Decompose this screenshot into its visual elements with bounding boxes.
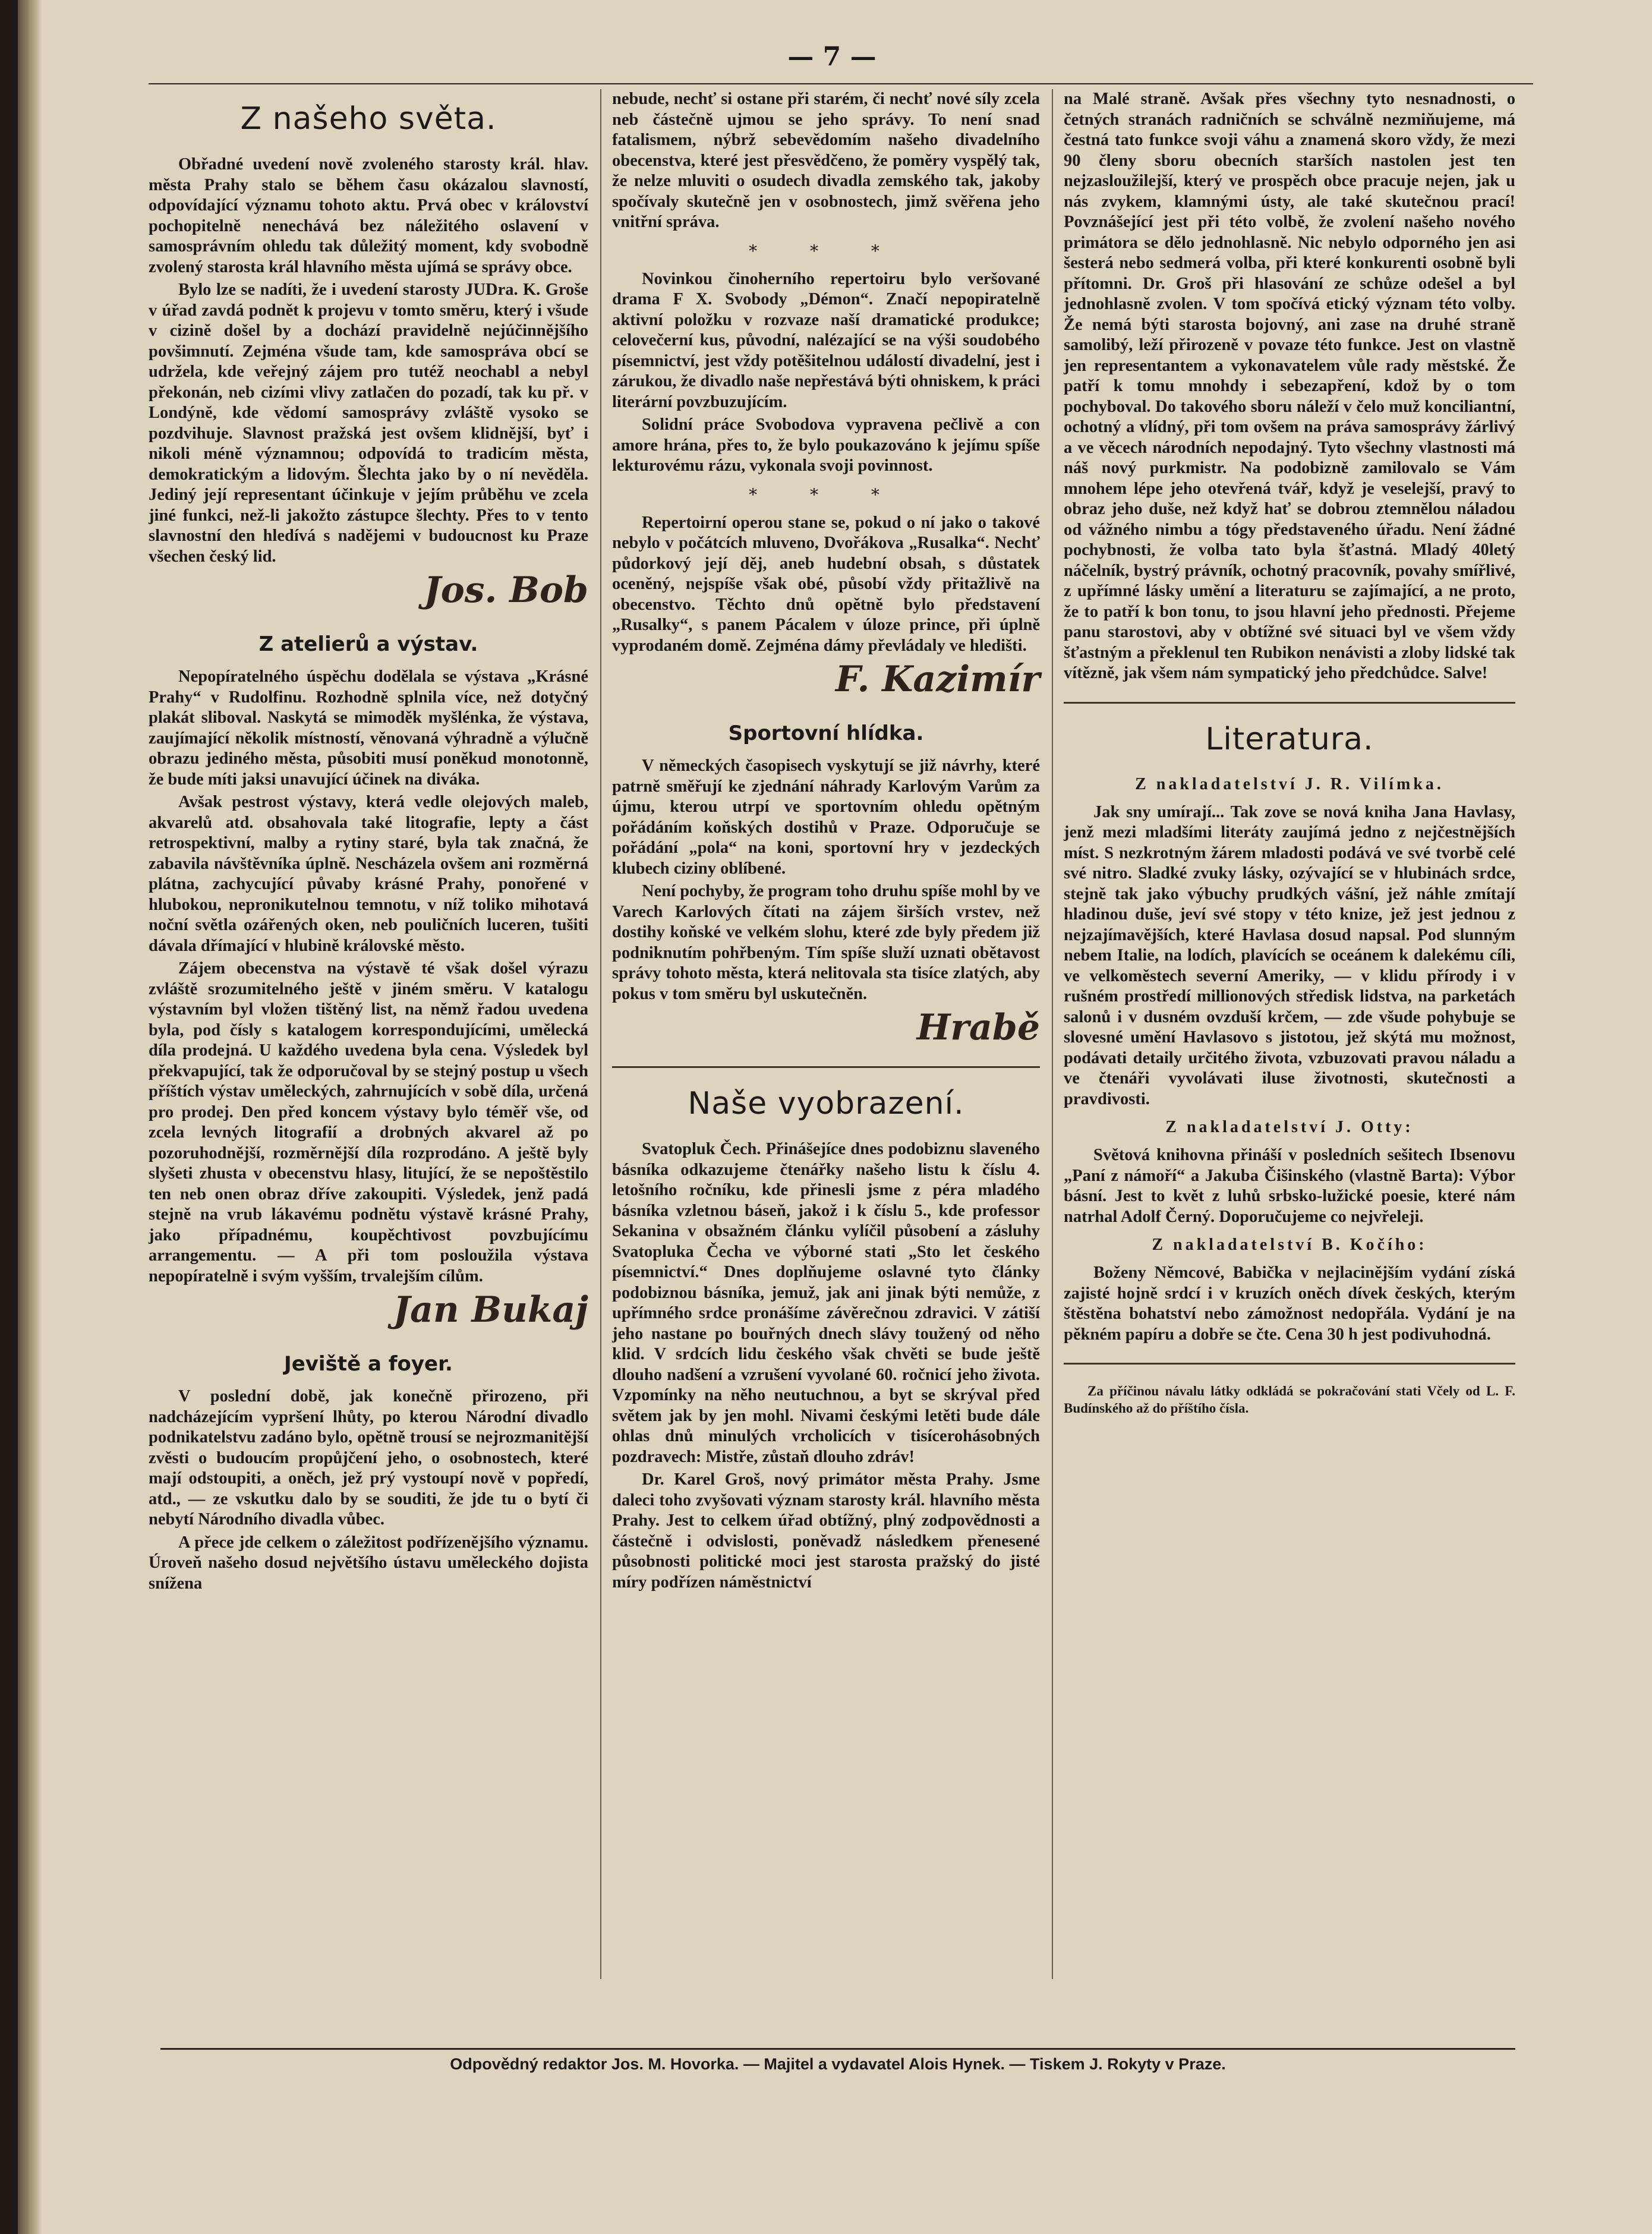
divider-rule bbox=[612, 1066, 1040, 1068]
paragraph: Nepopíratelného úspěchu dodělala se výstava „Krásné Prahy“ v Rudolfinu. Rozhodně splnila více, než dotyčný plakát sliboval. Naskytá se mimoděk myšlénka, že výstava, zaujímající několik místností, věnovaná výhradně a výlučně obrazu jediného města, působiti musí poněkud monotonně, že bude míti jaksi unavující účinek na diváka. bbox=[149, 667, 588, 789]
footer-rule bbox=[160, 2048, 1515, 2050]
paragraph: Jak sny umírají... Tak zove se nová kniha Jana Havlasy, jenž mezi mladšími literáty zaujímá jedno z nejčestnějších míst. S nezkrotným žárem mladosti podává ve své tvorbě celé své nitro. Sladké zvuky lásky, ozývající se v hlubinách srdce, stejně tak jako výbuchy prudkých vášní, jež náhle zmítají hladinou duše, jeví své stopy v této knize, jež jest jednou z nejzajímavějších, které Havlasa dosud napsal. Pod slunným nebem Italie, na lodích, plavících se oceánem k dalekému cíli, ve velkoměstech severní Ameriky, — v klidu přírody i v rušném prostředí millionových středisk lidstva, na parketách salonů i v dusném ovzduší krčem, — zde všude pohybuje se slovesné umění Havlasovo s jistotou, jež skýtá mu možnost, podávati detaily určitého života, vzbuzovati pravou náladu a ve čtenáři vyvolávati iluse životnosti, skutečnosti a pravdivosti. bbox=[1064, 802, 1515, 1108]
paragraph: na Malé straně. Avšak přes všechny tyto nesnadnosti, o četných stranách radničních se schválně nezmiňujeme, má čestná tato funkce svoji váhu a znamená skoro vždy, že mezi 90 členy sboru obecních starších nastolen jest ten nejzasloužilejší, který ve prospěch obce pracuje nejen, jak u nás zvykem, klamnými ústy, ale také skutečnou prací! Povznášející jest při této volbě, že zvolení našeho nového primátora se dělo jednohlasně. Nic nebylo odporného jen asi šesterá nebo sedmerá volba, při které konkurenti osobně byli přítomni. Dr. Groš při hlasování ze schůze odešel a byl jednohlasně zvolen. V tom spočívá etický význam této volby. Že nemá býti starosta bojovný, ani zase na druhé straně samolibý, leží přirozeně v povaze této funkce. Jest on vlastně jen representantem a vykonavatelem vůle rady městské. Že patří k tomu mnohdy i sebezapření, kdož by o tom pochyboval. Do takového sboru náleží v čelo muž konciliantní, ochotný a vlídný, při tom ovšem na práva samosprávy žárlivý a ve věcech národních nepodajný. Tyto všechny vlastnosti má náš nový purkmistr. Na podobizně zamilovalo se Vám mnohem lépe jeho otevřená tvář, když je veselejší, pravý to obraz jeho duše, než když hať se dobrou ztemnělou náladou od vážného nimbu a tógy představeného úřadu. Není žádné pochybnosti, že volba tato byla šťastná. Mladý 40letý náčelník, bystrý právník, ochotný pracovník, povahy smířlivé, z upřímné lásky umění a literaturu se zajímající, a ne proto, že to patří k bon tonu, to jsou hlavní jeho přednosti. Přejeme panu starostovi, aby v obtížné své situaci byl ve všem vždy šťastným a překlenul ten Rubikon nenávisti a zloby lidské tak vítězně, jak všem nám sympatický jeho předchůdce. Salve! bbox=[1064, 90, 1515, 682]
column-divider bbox=[1052, 89, 1053, 1979]
column-3 bbox=[1064, 89, 1515, 1967]
binding-gutter bbox=[18, 0, 42, 2234]
section-title: Z atelierů a výstav. bbox=[258, 632, 478, 656]
editorial-note: Za příčinou návalu látky odkládá se pokračování stati Včely od L. F. Budínského až do příštího čísla. bbox=[1064, 1384, 1515, 1416]
separator-stars: * * * bbox=[749, 484, 903, 505]
publisher-heading: Z nakladatelství J. R. Vilímka. bbox=[1135, 774, 1444, 793]
paragraph: Boženy Němcové, Babička v nejlacinějším vydání získá zajisté hojně srdcí i v kruzích oněch dívek českých, kterým štěstěna bohatství nebo zámožnost nedopřála. Vydání je na pěkném papíru a dobře se čte. Cena 30 h jest podivuhodná. bbox=[1064, 1263, 1515, 1344]
column-2 bbox=[612, 89, 1040, 1967]
separator-stars: * * * bbox=[749, 241, 903, 261]
paragraph: Obřadné uvedení nově zvoleného starosty král. hlav. města Prahy stalo se během času okázalou slavností, odpovídající významu tohoto aktu. Prvá obec v království pochopitelně nenechává bez náležitého oslavení v samosprávním ohledu tak důležitý moment, kdy svobodně zvolený starosta král hlavního města ujímá se správy obce. bbox=[149, 155, 588, 276]
signature: Jan Bukaj bbox=[393, 1289, 588, 1331]
signature: Jos. Bob bbox=[424, 569, 588, 611]
imprint: Odpovědný redaktor Jos. M. Hovorka. — Majitel a vydavatel Alois Hynek. — Tiskem J. Rokyty v Praze. bbox=[450, 2055, 1226, 2073]
section-title: Literatura. bbox=[1205, 721, 1374, 757]
paragraph: Repertoirní operou stane se, pokud o ní jako o takové nebylo v počátcích mluveno, Dvořákova „Rusalka“. Nechť půdorkový její děj, aneb hudební obsah, s důstatek oceněný, nejspíše však obé, působí vždy přitažlivě na obecenstvo. Těchto dnů opětně bylo představení „Rusalky“, s panem Pácalem v úloze prince, při úplně vyprodaném domě. Zejména dámy převládaly ve hledišti. bbox=[612, 513, 1040, 655]
paragraph: Zájem obecenstva na výstavě té však došel výrazu zvláště srozumitelného ještě v jiném směru. V katalogu výstavním byl vložen tištěný list, na němž řadou uvedena byla, pod čísly s katalogem korrespondujícími, umělecká díla prodejná. U každého uvedena byla cena. Výsledek byl překvapující, tak že odporučoval by se stejný postup u všech příštích výstav uměleckých, zahrnujících v sobě díla, určená pro prodej. Den před koncem výstavy bylo téměř vše, od zcela levných litografií a drobných akvarel až po pozoruhodnější, rozměrnější díla rozprodáno. A ještě byly slyšeti zhusta v obecenstvu hlasy, litující, že se nepoštěstilo ten neb onen obraz dříve zakoupiti. Výsledek, jenž padá stejně na vrub lákavému podnětu výstavě krásné Prahy, jako případnému, koupěchtivost povzbujícímu arrangementu. — A při tom posloužila výstava nepopíratelně i svým vyšším, trvalejším cílům. bbox=[149, 959, 588, 1285]
section-title: Sportovní hlídka. bbox=[728, 721, 924, 745]
paragraph: Není pochyby, že program toho druhu spíše mohl by ve Varech Karlových čítati na zájem širších vrstev, než dostihy koňské ve velkém slohu, které zde byly předem již podniknutím pohřbeným. Tím spíše služí uznati obětavost správy tohoto města, která nelitovala sta tisíce zlatých, aby pokus v tom směru byl uskutečněn. bbox=[612, 882, 1040, 1003]
paragraph: Novinkou činoherního repertoiru bylo veršované drama F X. Svobody „Démon“. Značí nepopiratelně aktivní položku v rozvaze naší dramatické produkce; celovečerní kus, původní, nalézající se na výši soudobého písemnictví, jest vždy potěšitelnou událostí divadelní, jest i zárukou, že divadlo naše nepřestává býti ohniskem, k práci literární povzbuzujícím. bbox=[612, 269, 1040, 411]
paragraph: Solidní práce Svobodova vypravena pečlivě a con amore hrána, přes to, že bylo poukazováno k jejímu spíše lekturovému rázu, vykonala svoji povinnost. bbox=[612, 415, 1040, 475]
header-rule bbox=[149, 83, 1533, 84]
paragraph: Bylo lze se nadíti, že i uvedení starosty JUDra. K. Groše v úřad zavdá podnět k projevu v tomto směru, který i všude v cizině došel by a dochází pravidelně nejúčinnějšího povšimnutí. Zejména všude tam, kde samospráva obcí se udržela, kde veřejný zájem pro tutéž neochabl a nebyl překonán, neb cizími vlivy zatlačen do pozadí, tak ku př. v Londýně, kde vědomí samosprávy zvláště vysoko se pozdvihuje. Slavnost pražská jest ovšem klidnější, byť i nikoli méně významnou; odpovídá to tradicím města, demokratickým a lidovým. Šlechta jako by o ní nevěděla. Jediný její representant účinkuje v jejím průběhu ve zcela jiné funkci, než-li jakožto zástupce šlechty. Přes to v tento slavnostní den hledívá s nadějemi v budoucnost ku Praze všechen český lid. bbox=[149, 281, 588, 566]
publisher-heading: Z nakladatelství B. Kočího: bbox=[1152, 1236, 1427, 1254]
signature: F. Kazimír bbox=[835, 658, 1040, 700]
section-title: Jeviště a foyer. bbox=[284, 1352, 453, 1376]
column-divider bbox=[600, 89, 601, 1979]
page-number: — 7 — bbox=[787, 42, 877, 72]
paragraph: Avšak pestrost výstavy, která vedle olejových maleb, akvarelů atd. obsahovala také litografie, lepty a část retrospektivní, malby a rytiny staré, byla tak značná, že zabavila návštěvníka úplně. Nescházela ovšem ani rozměrná plátna, zachycující půvaby krásné Prahy, ponořené v hlubokou, nepronikutelnou temnotu, v níž toliko mihotavá noční světla ozářených oken, neb pouličních luceren, tušiti dávala dřímající v hlubině královské město. bbox=[149, 793, 588, 955]
divider-rule bbox=[1064, 1363, 1515, 1365]
column-1 bbox=[149, 89, 588, 1967]
section-title: Naše vyobrazení. bbox=[688, 1086, 964, 1121]
paragraph: Dr. Karel Groš, nový primátor města Prahy. Jsme daleci toho zvyšovati význam starosty král. hlavního města Prahy. Jest to celkem úřad obtížný, plný zodpovědnosti a částečně i odvislosti, poněvadž následkem přenesené působnosti politické moci jest starosta pražský do jisté míry podřízen náměstnictví bbox=[612, 1470, 1040, 1592]
paragraph: A přece jde celkem o záležitost podřízenějšího významu. Úroveň našeho dosud největšího ústavu uměleckého dojista snížena bbox=[149, 1533, 588, 1593]
paragraph: nebude, nechť si ostane při starém, či nechť nové síly zcela neb částečně ujmou se jeho správy. To není snad fatalismem, nýbrž sebevědomím našeho divadelního obecenstva, které jest přesvědčeno, že poměry vyspělý tak, že nelze mluviti o osudech divadla zemského tak, jakoby spočívaly skutečně jen v osobnostech, jimž svěřena jeho vnitřní správa. bbox=[612, 90, 1040, 231]
section-title: Z našeho světa. bbox=[240, 101, 497, 137]
signature: Hrabě bbox=[916, 1007, 1040, 1048]
divider-rule bbox=[1064, 702, 1515, 704]
paragraph: V německých časopisech vyskytují se již návrhy, které patrně směřují ke zjednání náhrady Karlovým Varům za újmu, kterou utrpí ve sportovním ohledu opětným pořádáním koňských dostihů v Praze. Odporučuje se pořádání „pola“ na koni, sportovní hry v jezdeckých klubech ciziny oblíbené. bbox=[612, 757, 1040, 878]
paragraph: Světová knihovna přináší v posledních sešitech Ibsenovu „Paní z námoří“ a Jakuba Čišinského (vlastně Barta): Výbor básní. Jest to květ z luhů srbsko-lužické poesie, které nám natrhal Adolf Černý. Doporučujeme co nejvřeleji. bbox=[1064, 1146, 1515, 1226]
publisher-heading: Z nakladatelství J. Otty: bbox=[1165, 1118, 1414, 1136]
paragraph: Svatopluk Čech. Přinášejíce dnes podobiznu slaveného básníka odkazujeme čtenářky našeho listu k číslu 4. letošního ročníku, kde přinesli jsme z péra mladého básníka vzletnou báseň, jakož i k číslu 5., kde professor Sekanina v obsažném článku vylíčil působení a zásluhy Svatopluka Čecha ve výborné stati „Sto let českého písemnictví.“ Dnes doplňujeme oslavné tyto články podobiznou básníka, jemuž, jak ani jinak býti nemůže, z upřímného srdce pronášíme závěrečnou zdravici. V zátiší jeho nastane po bouřných dnech slávy toužený od něho klid. V srdcích lidu českého však chvěti se bude ještě dlouho nadšení a vzrušení vyvolané 60. ročnicí jeho života. Vzpomínky na něho neutuchnou, a byt se skrýval před světem jak by jen mohl. Nivami českými letěti bude dále ohlas dnů minulých vrcholicích v tisícerohásobných pozdravech: Mistře, zůstaň dlouho zdráv! bbox=[612, 1140, 1040, 1466]
paragraph: V poslední době, jak konečně přirozeno, při nadcházejícím vypršení lhůty, po kterou Národní divadlo podnikatelstvu zadáno bylo, opětně trousí se nejrozmanitější zvěsti o budoucím propůjčení jeho, o osobnostech, které mají odstoupiti, a oněch, jež prý vystoupí nově v popředí, atd., — ze vskutku dalo by se souditi, že jde tu o bytí či nebytí Národního divadla vůbec. bbox=[149, 1387, 588, 1529]
